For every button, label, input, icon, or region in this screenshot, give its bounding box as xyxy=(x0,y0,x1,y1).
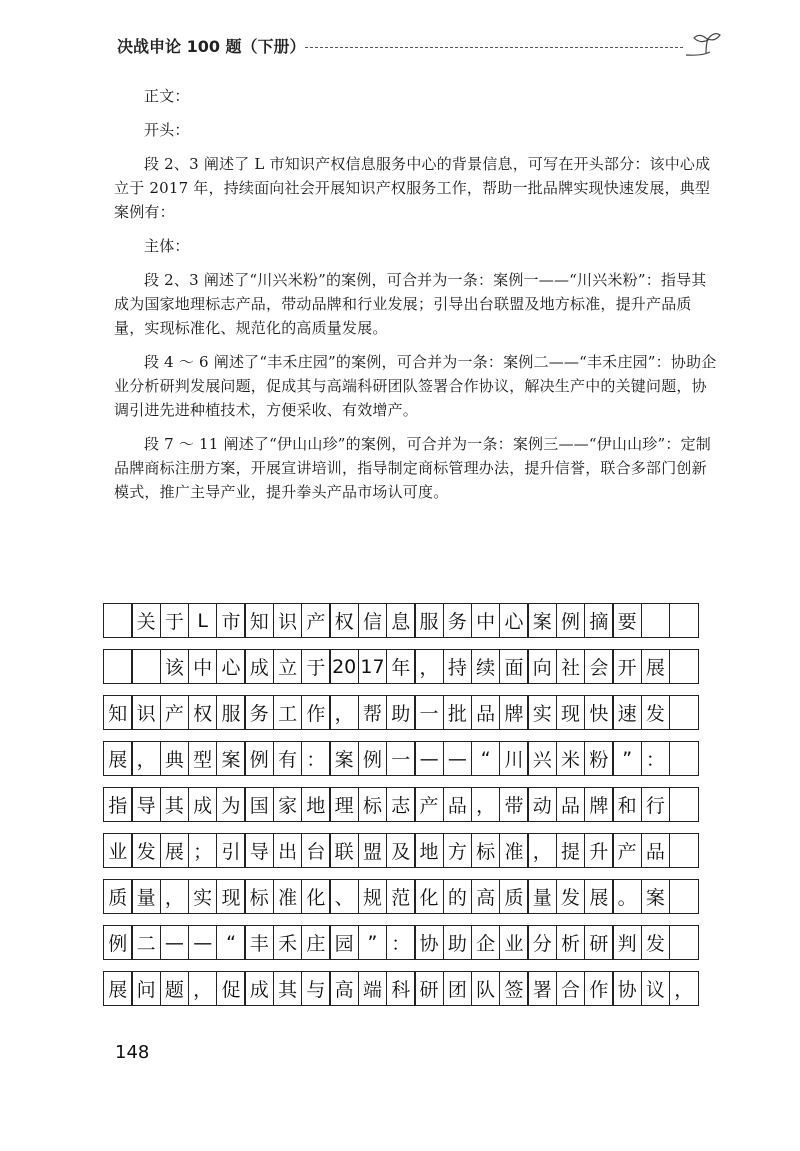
grid-cell: 速 xyxy=(612,695,642,730)
grid-cell: 题 xyxy=(160,971,190,1006)
grid-cell: 化 xyxy=(301,879,331,914)
grid-cell: 发 xyxy=(641,925,671,960)
grid-cell: 发 xyxy=(131,833,161,868)
grid-cell: 分 xyxy=(527,925,557,960)
grid-cell: 持 xyxy=(443,649,473,684)
grid-cell: ， xyxy=(669,971,699,1006)
grid-cell: 导 xyxy=(244,833,274,868)
grid-row xyxy=(103,833,699,868)
grid-cell: 牌 xyxy=(499,695,529,730)
page-header xyxy=(117,30,717,60)
grid-cell: 识 xyxy=(273,603,303,638)
grid-cell: 年 xyxy=(386,649,416,684)
grid-cell xyxy=(669,649,699,684)
grid-cell: ， xyxy=(131,741,161,776)
grid-cell: ： xyxy=(386,925,416,960)
grid-cell: 社 xyxy=(556,649,586,684)
grid-cell: 出 xyxy=(273,833,303,868)
grid-cell: 服 xyxy=(216,695,246,730)
grid-cell: 中 xyxy=(188,649,218,684)
grid-cell: 署 xyxy=(527,971,557,1006)
grid-cell: 开 xyxy=(612,649,642,684)
answer-grid xyxy=(103,603,699,1017)
grid-cell: 权 xyxy=(188,695,218,730)
grid-cell: 息 xyxy=(386,603,416,638)
grid-cell: 志 xyxy=(386,787,416,822)
grid-cell: 品 xyxy=(443,787,473,822)
grid-cell: 和 xyxy=(612,787,642,822)
grid-cell: 丰 xyxy=(244,925,274,960)
header-title: 决战申论 100 题（下册） xyxy=(117,37,306,56)
grid-cell: 科 xyxy=(386,971,416,1006)
grid-cell: 实 xyxy=(527,695,557,730)
grid-cell: 川 xyxy=(499,741,529,776)
grid-cell: “ xyxy=(216,925,246,960)
grid-cell: 例 xyxy=(103,925,133,960)
grid-row xyxy=(103,925,699,960)
grid-cell: 团 xyxy=(443,971,473,1006)
grid-cell: 与 xyxy=(301,971,331,1006)
grid-cell: 要 xyxy=(612,603,642,638)
paragraph: 段 4 ～ 6 阐述了“丰禾庄园”的案例，可合并为一条：案例二——“丰禾庄园”：协助企业分析研判发展问题，促成其与高端科研团队签署合作协议，解决生产中的关键问题，协调引进先进种植技术，方便采收、有效增产。 xyxy=(114,353,717,419)
grid-cell: 动 xyxy=(527,787,557,822)
grid-cell: 盟 xyxy=(358,833,388,868)
grid-cell: 例 xyxy=(244,741,274,776)
grid-cell: 助 xyxy=(443,925,473,960)
grid-cell xyxy=(669,925,699,960)
grid-cell: 签 xyxy=(499,971,529,1006)
grid-cell: 帮 xyxy=(358,695,388,730)
grid-cell: 米 xyxy=(556,741,586,776)
grid-cell: 高 xyxy=(471,879,501,914)
grid-row xyxy=(103,741,699,776)
grid-cell: 标 xyxy=(471,833,501,868)
grid-cell xyxy=(669,879,699,914)
grid-cell: 市 xyxy=(216,603,246,638)
grid-cell: 成 xyxy=(244,649,274,684)
grid-cell: 案 xyxy=(329,741,359,776)
grid-cell xyxy=(669,833,699,868)
grid-cell: 其 xyxy=(160,787,190,822)
grid-cell: 其 xyxy=(273,971,303,1006)
paragraph: 主体： xyxy=(144,237,190,255)
grid-cell: 议 xyxy=(641,971,671,1006)
grid-cell: ， xyxy=(527,833,557,868)
grid-cell: 园 xyxy=(329,925,359,960)
grid-cell: 现 xyxy=(216,879,246,914)
grid-cell: 于 xyxy=(160,603,190,638)
grid-cell: 产 xyxy=(301,603,331,638)
grid-cell: 中 xyxy=(471,603,501,638)
grid-cell: 化 xyxy=(414,879,444,914)
grid-cell: ； xyxy=(188,833,218,868)
grid-cell: 向 xyxy=(527,649,557,684)
grid-cell: 规 xyxy=(358,879,388,914)
grid-cell: 二 xyxy=(131,925,161,960)
grid-cell: 质 xyxy=(499,879,529,914)
grid-cell: 地 xyxy=(301,787,331,822)
grid-cell: 范 xyxy=(386,879,416,914)
grid-cell: 准 xyxy=(273,879,303,914)
grid-cell: — xyxy=(188,925,218,960)
grid-cell: 20 xyxy=(329,649,359,684)
grid-cell: ， xyxy=(414,649,444,684)
grid-cell: 作 xyxy=(584,971,614,1006)
grid-cell: 识 xyxy=(131,695,161,730)
grid-row xyxy=(103,879,699,914)
grid-cell: 展 xyxy=(103,741,133,776)
grid-row xyxy=(103,787,699,822)
grid-cell: 案 xyxy=(641,879,671,914)
grid-cell: 快 xyxy=(584,695,614,730)
grid-cell: 准 xyxy=(499,833,529,868)
grid-cell: 面 xyxy=(499,649,529,684)
grid-cell: 一 xyxy=(386,741,416,776)
grid-cell: 引 xyxy=(216,833,246,868)
grid-cell: 产 xyxy=(414,787,444,822)
grid-cell: 析 xyxy=(556,925,586,960)
grid-cell: 务 xyxy=(443,603,473,638)
grid-cell: 务 xyxy=(244,695,274,730)
grid-cell: 。 xyxy=(612,879,642,914)
grid-cell: ， xyxy=(329,695,359,730)
grid-cell xyxy=(131,649,161,684)
grid-cell: 摘 xyxy=(584,603,614,638)
grid-cell xyxy=(669,695,699,730)
grid-cell: 产 xyxy=(612,833,642,868)
paragraph: 正文： xyxy=(144,87,190,105)
grid-cell: 企 xyxy=(471,925,501,960)
grid-cell: 家 xyxy=(273,787,303,822)
grid-cell: 发 xyxy=(641,695,671,730)
grid-cell: 典 xyxy=(160,741,190,776)
grid-cell: 研 xyxy=(414,971,444,1006)
grid-cell: 提 xyxy=(556,833,586,868)
grid-cell: 联 xyxy=(329,833,359,868)
grid-cell: 的 xyxy=(443,879,473,914)
grid-cell: 成 xyxy=(188,787,218,822)
grid-cell xyxy=(103,649,133,684)
grid-cell: 研 xyxy=(584,925,614,960)
grid-cell: 展 xyxy=(160,833,190,868)
grid-cell: 立 xyxy=(273,649,303,684)
paragraph: 段 7 ～ 11 阐述了“伊山山珍”的案例，可合并为一条：案例三——“伊山山珍”：定制品牌商标注册方案，开展宣讲培训，指导制定商标管理办法，提升信誉，联合多部门创新模式，推广主导产业，提升拳头产品市场认可度。 xyxy=(114,435,711,501)
grid-cell: 关 xyxy=(131,603,161,638)
grid-cell: 理 xyxy=(329,787,359,822)
grid-cell: ： xyxy=(641,741,671,776)
grid-cell: — xyxy=(160,925,190,960)
grid-row xyxy=(103,695,699,730)
grid-cell: 指 xyxy=(103,787,133,822)
grid-cell: L xyxy=(188,603,218,638)
grid-cell xyxy=(641,603,671,638)
grid-cell: 业 xyxy=(499,925,529,960)
grid-cell: 服 xyxy=(414,603,444,638)
grid-cell: 发 xyxy=(556,879,586,914)
grid-cell: 知 xyxy=(244,603,274,638)
grid-cell: 实 xyxy=(188,879,218,914)
grid-cell: 合 xyxy=(556,971,586,1006)
grid-cell: 升 xyxy=(584,833,614,868)
grid-cell: 权 xyxy=(329,603,359,638)
grid-cell: 展 xyxy=(103,971,133,1006)
grid-cell: 会 xyxy=(584,649,614,684)
grid-cell: 案 xyxy=(527,603,557,638)
grid-cell xyxy=(669,787,699,822)
grid-cell: ， xyxy=(188,971,218,1006)
grid-cell: 该 xyxy=(160,649,190,684)
grid-cell: 例 xyxy=(556,603,586,638)
grid-cell: 队 xyxy=(471,971,501,1006)
grid-row xyxy=(103,971,699,1006)
grid-cell: ： xyxy=(301,741,331,776)
grid-cell: 型 xyxy=(188,741,218,776)
paragraph: 开头： xyxy=(144,121,190,139)
grid-cell: 品 xyxy=(641,833,671,868)
grid-cell: 心 xyxy=(216,649,246,684)
grid-cell: ” xyxy=(612,741,642,776)
paragraph: 段 2、3 阐述了“川兴米粉”的案例，可合并为一条：案例一——“川兴米粉”：指导其成为国家地理标志产品，带动品牌和行业发展；引导出台联盟及地方标准，提升产品质量，实现标准化、规范化的高质量发展。 xyxy=(114,271,707,337)
grid-cell: 工 xyxy=(273,695,303,730)
grid-cell: 禾 xyxy=(273,925,303,960)
grid-cell: 地 xyxy=(414,833,444,868)
grid-cell: 、 xyxy=(329,879,359,914)
grid-cell: 质 xyxy=(103,879,133,914)
grid-cell: 带 xyxy=(499,787,529,822)
grid-cell: 问 xyxy=(131,971,161,1006)
grid-cell: “ xyxy=(471,741,501,776)
grid-cell: 批 xyxy=(443,695,473,730)
grid-cell: 于 xyxy=(301,649,331,684)
grid-cell: 量 xyxy=(131,879,161,914)
grid-cell: 端 xyxy=(358,971,388,1006)
grid-cell: 知 xyxy=(103,695,133,730)
page-number: 148 xyxy=(115,1042,150,1063)
grid-cell: 业 xyxy=(103,833,133,868)
grid-cell xyxy=(669,603,699,638)
grid-cell: 协 xyxy=(414,925,444,960)
grid-cell: 高 xyxy=(329,971,359,1006)
grid-cell: 导 xyxy=(131,787,161,822)
grid-cell: 行 xyxy=(641,787,671,822)
grid-cell: 判 xyxy=(612,925,642,960)
grid-cell: 兴 xyxy=(527,741,557,776)
grid-cell: 为 xyxy=(216,787,246,822)
grid-cell: 产 xyxy=(160,695,190,730)
grid-cell: 案 xyxy=(216,741,246,776)
grid-cell: 17 xyxy=(358,649,388,684)
header-divider xyxy=(305,47,683,48)
grid-cell: 例 xyxy=(358,741,388,776)
sprout-icon xyxy=(682,30,722,60)
grid-cell: 助 xyxy=(386,695,416,730)
grid-cell: 台 xyxy=(301,833,331,868)
grid-cell xyxy=(103,603,133,638)
grid-cell: ， xyxy=(160,879,190,914)
grid-cell: 品 xyxy=(556,787,586,822)
grid-cell xyxy=(669,741,699,776)
grid-cell: 成 xyxy=(244,971,274,1006)
paragraph: 段 2、3 阐述了 L 市知识产权信息服务中心的背景信息，可写在开头部分：该中心成立于 2017 年，持续面向社会开展知识产权服务工作，帮助一批品牌实现快速发展，典型案例有： xyxy=(114,155,711,221)
grid-cell: 方 xyxy=(443,833,473,868)
grid-cell: 品 xyxy=(471,695,501,730)
grid-cell: 有 xyxy=(273,741,303,776)
grid-row xyxy=(103,649,699,684)
grid-cell: 标 xyxy=(244,879,274,914)
grid-cell: 标 xyxy=(358,787,388,822)
grid-cell: 一 xyxy=(414,695,444,730)
grid-row xyxy=(103,603,699,638)
grid-cell: 现 xyxy=(556,695,586,730)
grid-cell: 信 xyxy=(358,603,388,638)
grid-cell: 粉 xyxy=(584,741,614,776)
grid-cell: — xyxy=(443,741,473,776)
grid-cell: 心 xyxy=(499,603,529,638)
grid-cell: 展 xyxy=(641,649,671,684)
grid-cell: — xyxy=(414,741,444,776)
grid-cell: 量 xyxy=(527,879,557,914)
grid-cell: 及 xyxy=(386,833,416,868)
grid-cell: 协 xyxy=(612,971,642,1006)
grid-cell: 牌 xyxy=(584,787,614,822)
explanation-text xyxy=(114,84,720,514)
grid-cell: 促 xyxy=(216,971,246,1006)
grid-cell: 展 xyxy=(584,879,614,914)
grid-cell: 续 xyxy=(471,649,501,684)
grid-cell: ， xyxy=(471,787,501,822)
grid-cell: ” xyxy=(358,925,388,960)
grid-cell: 国 xyxy=(244,787,274,822)
grid-cell: 庄 xyxy=(301,925,331,960)
grid-cell: 作 xyxy=(301,695,331,730)
